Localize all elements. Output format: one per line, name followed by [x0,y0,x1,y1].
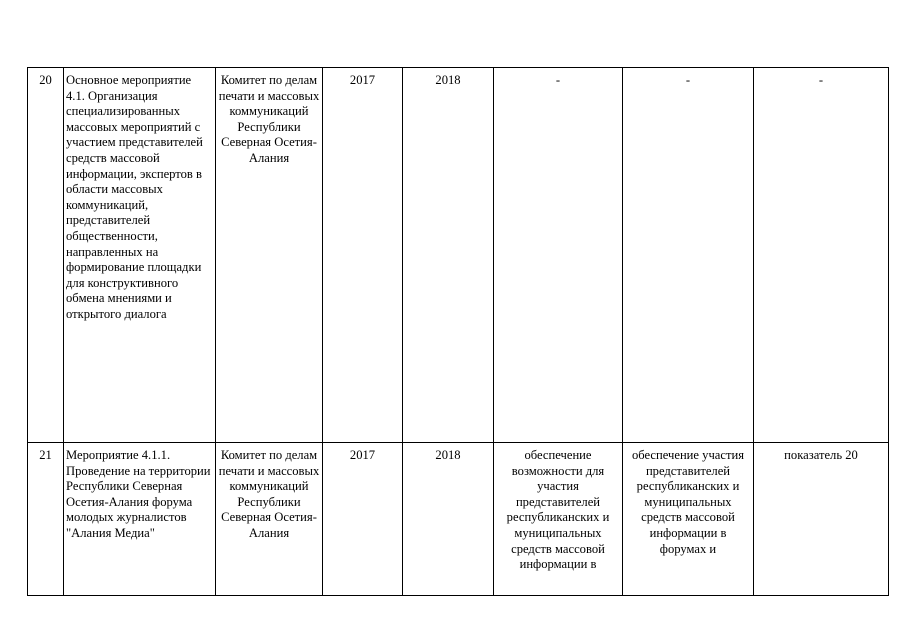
indicator-cell: - [754,68,889,443]
activity-name-cell: Основное мероприятие 4.1. Организация специализированных массовых мероприятий с участием представителей средств массовой информации, экспертов в области массовых коммуникаций, представителей общественности, направленных на формирование площадки для конструктивного обмена мнениями и открытого диалога [64,68,216,443]
consequences-cell: - [623,68,754,443]
expected-result-cell: - [494,68,623,443]
indicator-cell: показатель 20 [754,443,889,596]
activity-name-cell: Мероприятие 4.1.1. Проведение на территории Республики Северная Осетия-Алания форума молодых журналистов "Алания Медиа" [64,443,216,596]
table-row [28,443,889,596]
expected-result-cell: обеспечение возможности для участия представителей республиканских и муниципальных средств массовой информации в [494,443,623,596]
table-row [28,68,889,443]
end-year-cell: 2018 [403,68,494,443]
start-year-cell: 2017 [323,443,403,596]
consequences-cell: обеспечение участия представителей республиканских и муниципальных средств массовой информации в форумах и [623,443,754,596]
start-year-cell: 2017 [323,68,403,443]
executor-cell: Комитет по делам печати и массовых коммуникаций Республики Северная Осетия-Алания [216,68,323,443]
end-year-cell: 2018 [403,443,494,596]
row-number-cell: 21 [28,443,64,596]
executor-cell: Комитет по делам печати и массовых коммуникаций Республики Северная Осетия-Алания [216,443,323,596]
row-number-cell: 20 [28,68,64,443]
program-activities-table [27,67,889,596]
